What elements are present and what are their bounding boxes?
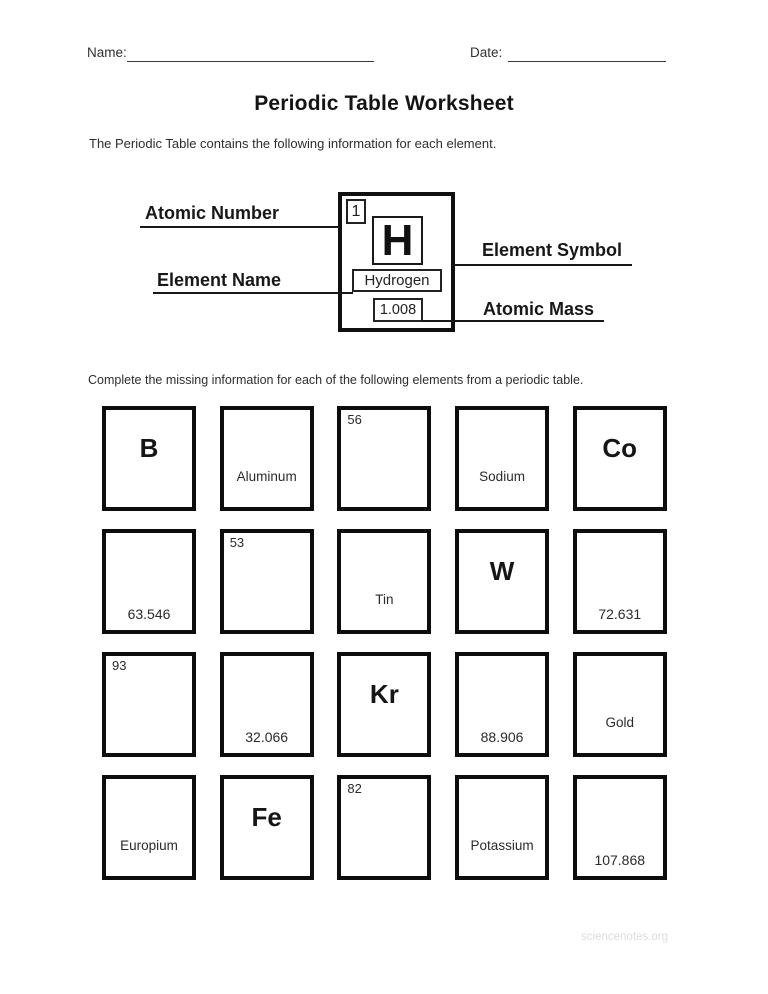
element-cell [220,529,314,634]
atomic-number-value: 53 [229,535,245,550]
element-cell [573,652,667,757]
element-symbol-pointer-line [453,264,632,266]
element-cell [573,529,667,634]
element-name-value: Sodium [479,469,525,484]
example-atomic-number-box: 1 [346,199,366,224]
example-name-box: Hydrogen [352,269,442,292]
date-blank-line [508,47,666,62]
element-cell [220,652,314,757]
element-name-value: Aluminum [236,469,297,484]
atomic-mass-pointer-line [421,320,604,322]
footer-credit: sciencenotes.org [581,931,668,943]
element-symbol-value: Fe [251,802,282,832]
element-symbol-value: B [139,433,159,463]
page-title: Periodic Table Worksheet [254,92,514,115]
atomic-number-value: 82 [347,781,362,796]
element-cell [220,406,314,511]
element-symbol-label: Element Symbol [482,240,623,260]
date-label: Date: [470,45,503,60]
example-mass-box: 1.008 [373,298,423,322]
element-cell [455,529,549,634]
example-symbol-box: H [372,216,423,265]
element-grid [102,406,667,880]
atomic-mass-value: 63.546 [127,606,171,622]
atomic-number-label: Atomic Number [145,203,280,223]
element-cell [102,652,196,757]
atomic-mass-value: 32.066 [245,729,289,745]
element-name-value: Gold [605,715,635,730]
element-cell [337,775,431,880]
element-name-label: Element Name [157,270,282,290]
element-cell [573,406,667,511]
name-label: Name: [87,45,127,60]
atomic-number-value: 56 [347,412,362,427]
element-cell [220,775,314,880]
element-cell [337,652,431,757]
element-cell [337,529,431,634]
element-symbol-value: Co [602,433,638,463]
element-name-value: Potassium [470,838,534,853]
atomic-mass-value: 72.631 [598,606,642,622]
intro-text: The Periodic Table contains the following information for each element. [89,136,497,151]
element-name-pointer-line [153,292,353,294]
element-cell [455,652,549,757]
element-cell [102,529,196,634]
element-cell [337,406,431,511]
element-name-value: Europium [120,838,178,853]
element-cell [102,775,196,880]
atomic-mass-value: 88.906 [480,729,524,745]
element-name-value: Tin [375,592,394,607]
element-cell [573,775,667,880]
atomic-number-value: 93 [112,658,127,673]
atomic-number-pointer-line [140,226,340,228]
atomic-mass-value: 107.868 [594,852,646,868]
element-cell [455,406,549,511]
atomic-mass-label: Atomic Mass [483,299,595,319]
element-symbol-value: Kr [369,679,399,709]
element-symbol-value: W [489,556,515,586]
instructions-text: Complete the missing information for each of the following elements from a periodic table. [88,373,584,387]
element-cell [102,406,196,511]
element-cell [455,775,549,880]
name-blank-line [127,47,374,62]
